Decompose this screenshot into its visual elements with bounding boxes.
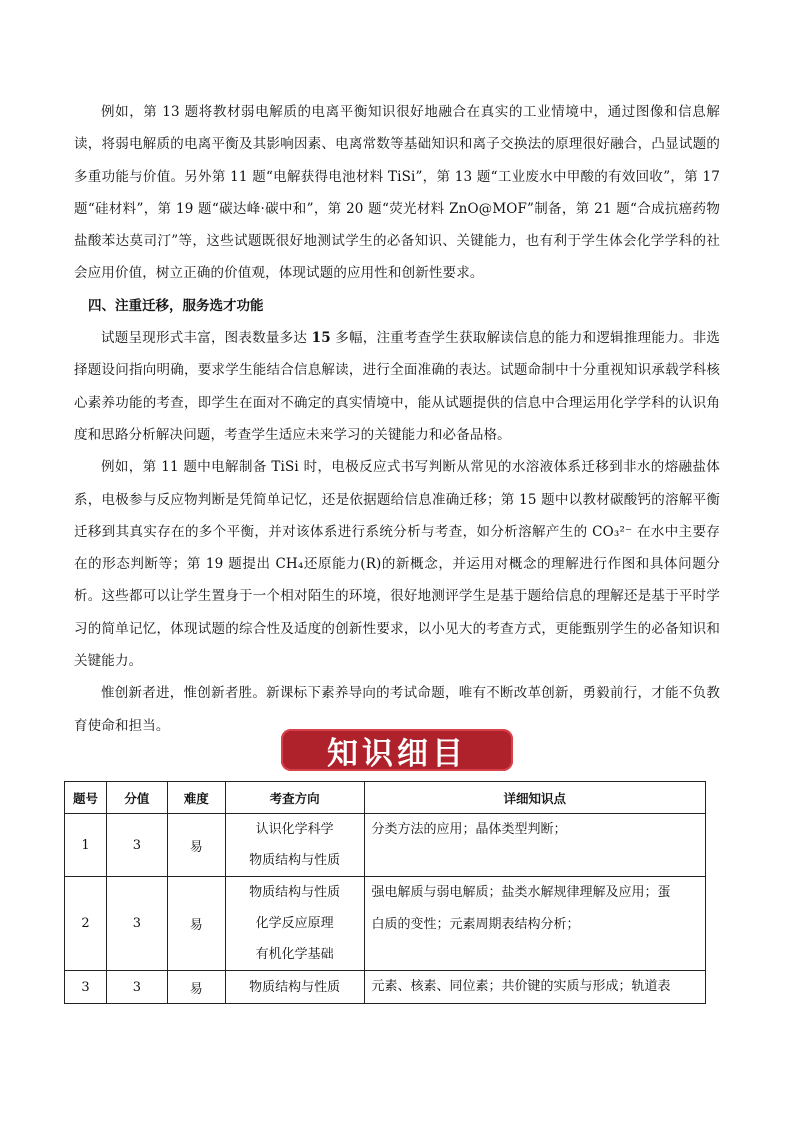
row-directions <box>225 814 364 877</box>
paragraph-innovation: 惟创新者进，惟创新者胜。新课标下素养导向的考试命题，唯有不断改革创新，勇毅前行，才能不负教育使命和担当。 <box>74 685 720 734</box>
header-num: 题号 <box>65 782 107 814</box>
row-num: 1 <box>65 814 107 877</box>
detail-line: 强电解质与弱电解质；盐类水解规律理解及应用；蛋 <box>371 885 671 900</box>
paragraph-transfer-a: 试题呈现形式丰富，图表数量多达 <box>101 330 312 347</box>
direction-line: 物质结构与性质 <box>249 853 341 868</box>
detail-line: 白质的变性；元素周期表结构分析； <box>371 917 580 932</box>
row-details <box>364 877 705 971</box>
row-num: 3 <box>65 971 107 1004</box>
header-direction: 考查方向 <box>225 782 364 814</box>
knowledge-table <box>64 781 706 1004</box>
row-difficulty: 易 <box>167 971 225 1004</box>
direction-line: 有机化学基础 <box>255 947 334 962</box>
paragraph-transfer-c: 多幅，注重考查学生获取解读信息的能力和逻辑推理能力。非选择题设问指向明确，要求学生能结合信息解读，进行全面准确的表达。试题命制中十分重视知识承载学科核心素养功能的考查，即学生在面对不确定的真实情境中，能从试题提供的信息中合理运用化学学科的认识角度和思路分析解决问题，考查学生适应未来学习的关键能力和必备品格。 <box>74 330 720 443</box>
knowledge-banner-title: 知识细目 <box>281 729 513 771</box>
header-difficulty: 难度 <box>167 782 225 814</box>
row-num: 2 <box>65 877 107 971</box>
row-difficulty: 易 <box>167 877 225 971</box>
row-score: 3 <box>106 877 167 971</box>
row-score: 3 <box>106 971 167 1004</box>
row-details <box>364 971 705 1004</box>
knowledge-banner <box>281 729 513 771</box>
table-row <box>65 814 706 877</box>
paragraph-transfer <box>74 322 720 451</box>
direction-line: 物质结构与性质 <box>249 885 341 900</box>
row-directions <box>225 877 364 971</box>
header-score: 分值 <box>106 782 167 814</box>
table-row <box>65 877 706 971</box>
article-body <box>74 96 720 742</box>
direction-line: 化学反应原理 <box>255 916 334 931</box>
row-directions <box>225 971 364 1004</box>
paragraph-example-13: 例如，第 13 题将教材弱电解质的电离平衡知识很好地融合在真实的工业情境中，通过图像和信息解读，将弱电解质的电离平衡及其影响因素、电离常数等基础知识和离子交换法的原理很好融合，凸显试题的多重功能与价值。另外第 11 题“电解获得电池材料 TiSi”，第 13 题“工业废水中甲酸的有效回收”，第 17 题“硅材料”，第 19 题“碳达峰·碳中和”，第 20 题“荧光材料 ZnO@MOF”制备，第 21 题“合成抗癌药物盐酸苯达莫司汀”等，这些试题既很好地测试学生的必备知识、关键能力，也有利于学生体会化学学科的社会应用价值，树立正确的价值观，体现试题的应用性和创新性要求。 <box>74 104 720 282</box>
header-details: 详细知识点 <box>364 782 705 814</box>
paragraph-example-11: 例如，第 11 题中电解制备 TiSi 时，电极反应式书写判断从常见的水溶液体系迁移到非水的熔融盐体系，电极参与反应物判断是凭简单记忆，还是依据题给信息准确迁移；第 15 题中以教材碳酸钙的溶解平衡迁移到其真实存在的多个平衡，并对该体系进行系统分析与考查，如分析溶解产生的 CO₃²⁻ 在水中主要存在的形态判断等；第 19 题提出 CH₄还原能力(R)的新概念，并运用对概念的理解进行作图和具体问题分析。这些都可以让学生置身于一个相对陌生的环境，很好地测评学生是基于题给信息的理解还是基于平时学习的简单记忆，体现试题的综合性及适度的创新性要求，以小见大的考查方式，更能甄别学生的必备知识和关键能力。 <box>74 459 720 670</box>
table-row <box>65 971 706 1004</box>
direction-line: 物质结构与性质 <box>249 979 341 995</box>
detail-line: 分类方法的应用；晶体类型判断； <box>371 822 567 837</box>
row-difficulty: 易 <box>167 814 225 877</box>
section-heading-4: 四、注重迁移，服务选才功能 <box>88 297 264 314</box>
detail-line: 元素、核素、同位素；共价键的实质与形成；轨道表 <box>371 979 671 994</box>
row-details <box>364 814 705 877</box>
paragraph-transfer-count: 15 <box>311 330 331 347</box>
row-score: 3 <box>106 814 167 877</box>
table-header-row <box>65 782 706 814</box>
direction-line: 认识化学科学 <box>255 822 334 837</box>
